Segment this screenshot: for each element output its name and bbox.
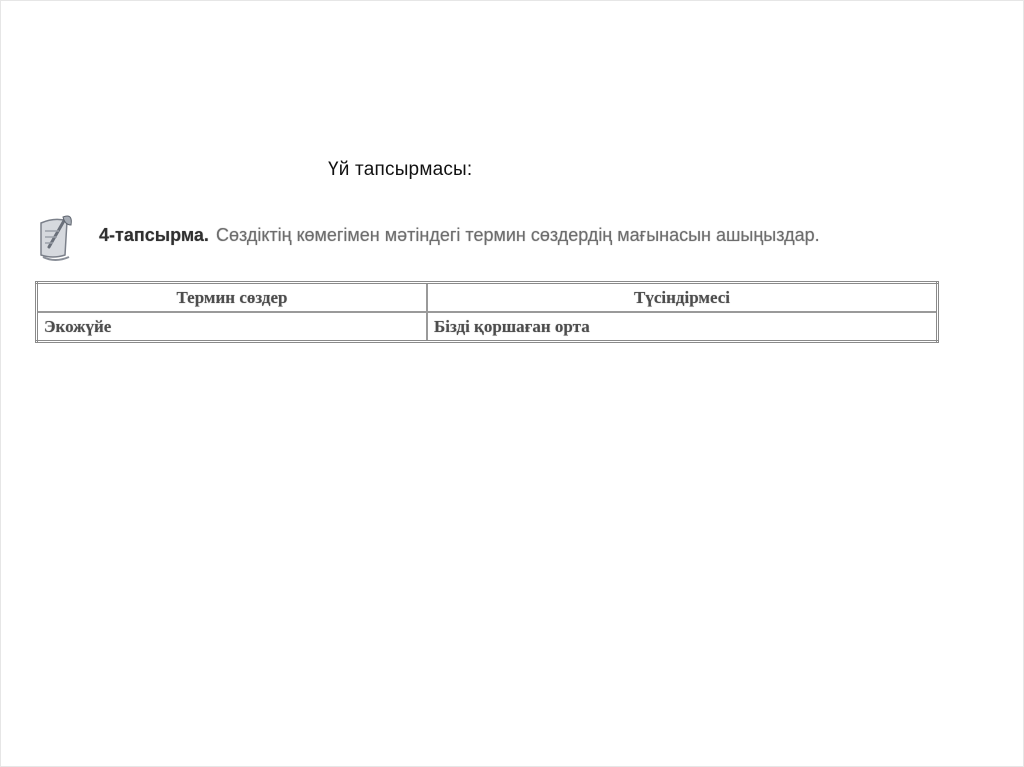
task-instruction xyxy=(99,225,820,246)
quill-scroll-icon xyxy=(35,213,77,269)
task-label: 4-тапсырма. xyxy=(99,225,209,245)
terms-table xyxy=(35,281,939,343)
header-explanation: Түсіндірмесі xyxy=(427,283,938,313)
homework-heading: Үй тапсырмасы: xyxy=(328,159,473,180)
task-scan-image xyxy=(31,211,943,356)
cell-explanation: Бізді қоршаған орта xyxy=(427,312,938,342)
table-row xyxy=(37,312,938,342)
task-text: Сөздіктің көмегімен мәтіндегі термин сөздердің мағынасын ашыңыздар. xyxy=(215,225,820,245)
header-term: Термин сөздер xyxy=(37,283,428,313)
table-header-row xyxy=(37,283,938,313)
cell-term: Экожүйе xyxy=(37,312,428,342)
